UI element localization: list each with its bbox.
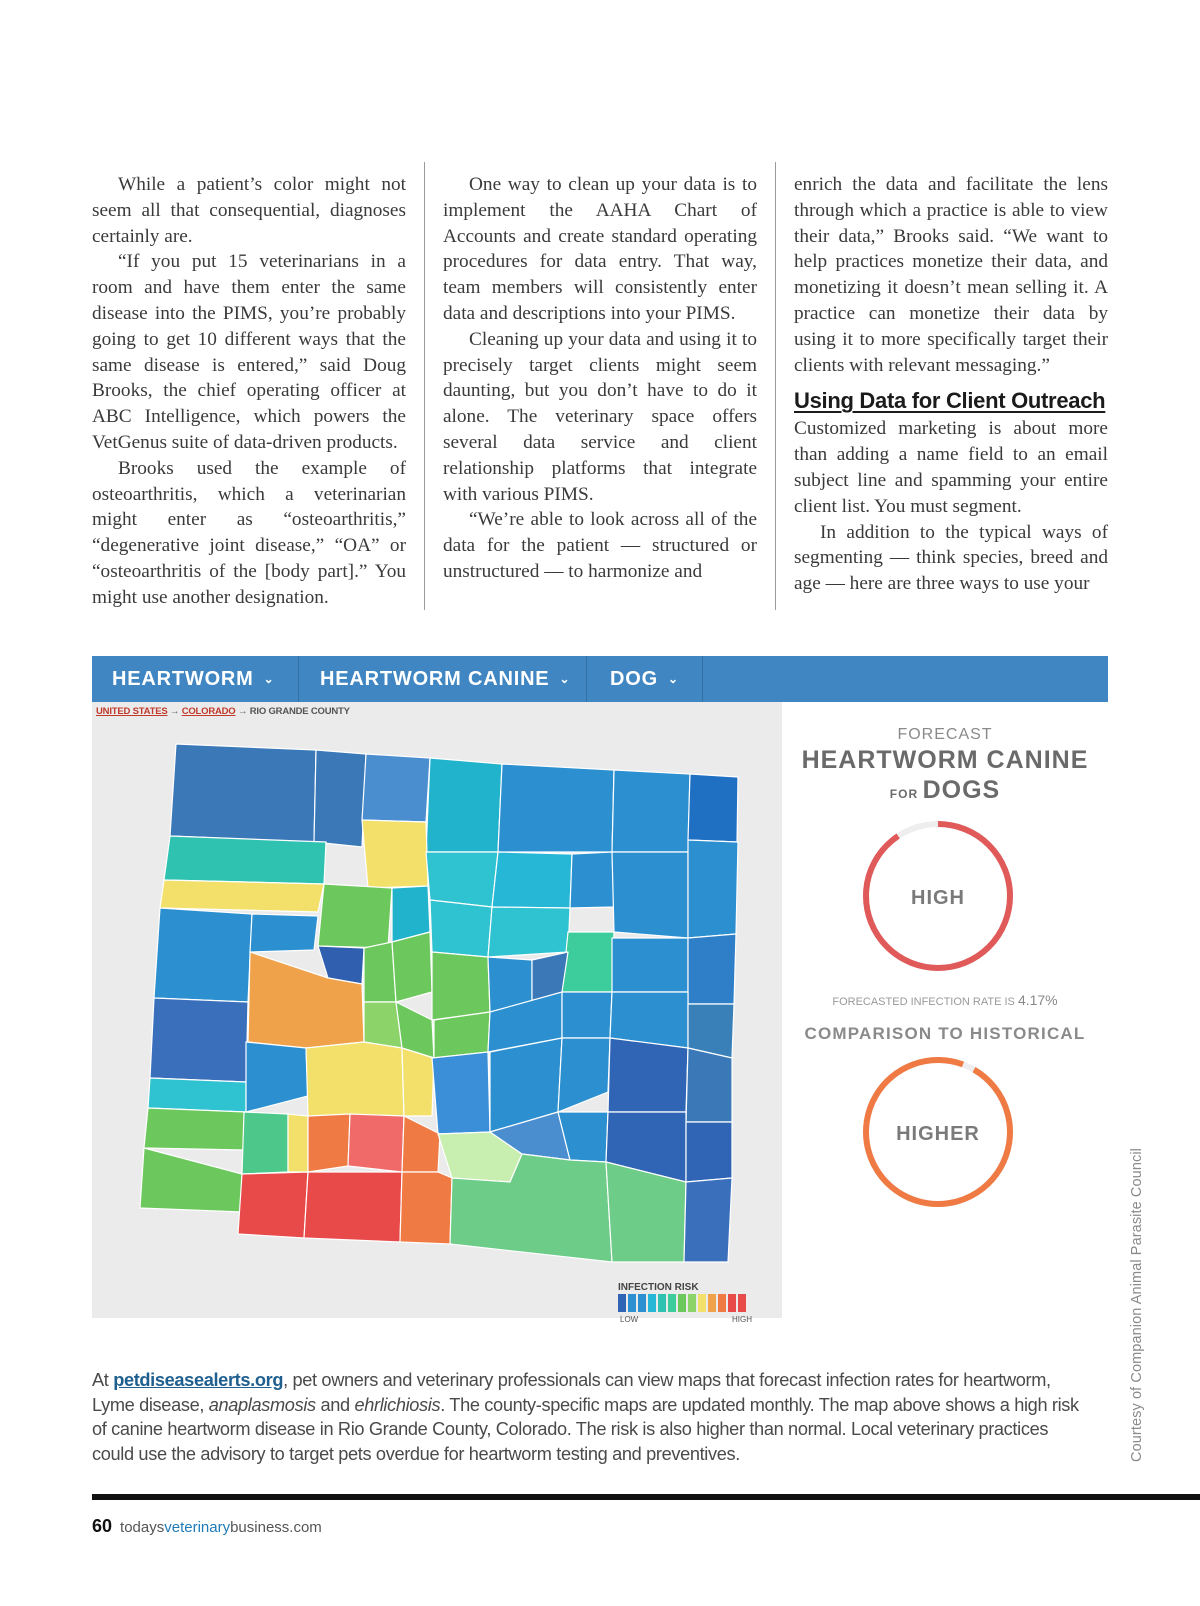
county <box>154 908 252 1002</box>
site-prefix: todays <box>120 1519 165 1536</box>
county <box>288 1114 308 1172</box>
filter-bar <box>92 656 1108 702</box>
tab-separator <box>702 656 703 702</box>
county <box>488 907 570 957</box>
figure-caption <box>92 1368 1092 1466</box>
county <box>684 1178 732 1262</box>
paragraph: Cleaning up your data and using it to precisely target clients might seem daunting, but you don’t have to do it alone. The veterinary space offers several data service and client relationship platforms that integrate with various PIMS. <box>443 328 757 505</box>
caption-link[interactable]: petdiseasealerts.org <box>113 1370 284 1390</box>
comparison-level: HIGHER <box>896 1123 980 1145</box>
county <box>434 1012 490 1058</box>
caption-italic: anaplasmosis <box>208 1394 316 1415</box>
county <box>160 880 324 912</box>
for-word: FOR <box>889 787 919 801</box>
tab-label: HEARTWORM <box>112 668 254 690</box>
paragraph: One way to clean up your data is to implement the AAHA Chart of Accounts and create standard operating procedures for data entry. That way, team members will consistently enter data and descriptions into your PIMS. <box>443 174 757 324</box>
article-column-2 <box>443 172 757 585</box>
tab-heartworm-canine[interactable] <box>320 656 570 702</box>
county <box>426 758 502 852</box>
colorado-county-map <box>92 702 782 1324</box>
forecast-title: HEARTWORM CANINE <box>801 746 1089 774</box>
section-heading: Using Data for Client Outreach <box>794 388 1106 414</box>
county <box>612 852 688 938</box>
arrow-icon: → <box>237 706 248 717</box>
county <box>562 992 612 1038</box>
caption-italic: ehrlichiosis <box>354 1394 441 1415</box>
county <box>570 852 614 908</box>
county <box>308 1114 350 1172</box>
forecast-panel <box>782 702 1108 1318</box>
county <box>612 770 690 852</box>
county <box>150 998 248 1082</box>
county <box>432 952 490 1020</box>
paragraph: “We’re able to look across all of the data for the patient — structured or unstructured — to harmonize and <box>443 509 757 582</box>
paragraph: In addition to the typical ways of segmenting — think species, breed and age — here are three ways to use your <box>794 521 1108 595</box>
forecast-species-line <box>782 776 1108 805</box>
county <box>170 744 316 842</box>
legend-low: LOW <box>620 1315 639 1324</box>
forecast-label: FORECAST <box>897 726 993 743</box>
tab-dog[interactable] <box>610 656 679 702</box>
map-panel <box>92 702 782 1324</box>
breadcrumb-link[interactable]: UNITED STATES <box>96 706 168 717</box>
paragraph: “If you put 15 veterinarians in a room and have them enter the same disease into the PIMS, you’re probably going to get 10 different ways that the same disease is entered,” said Doug Brooks, the chief operating officer at ABC Intelligence, which powers the VetGenus suite of data-driven products. <box>92 251 406 453</box>
county <box>318 884 392 948</box>
forecast-figure <box>92 656 1108 1324</box>
county <box>688 934 736 1004</box>
county <box>686 1122 732 1182</box>
county <box>364 942 396 1002</box>
image-credit: Courtesy of Companion Animal Parasite Council <box>1129 1148 1145 1462</box>
comparison-gauge <box>782 1054 1108 1214</box>
comparison-label: COMPARISON TO HISTORICAL <box>804 1024 1086 1043</box>
infection-rate-text: FORECASTED INFECTION RATE IS <box>832 996 1015 1008</box>
county <box>238 1172 308 1238</box>
paragraph: Brooks used the example of osteoarthritis, which a veterinarian might enter as “osteoarthritis,” “degenerative joint disease,” “OA” or “osteoarthritis of the [body part].” You might use another designation. <box>92 457 406 608</box>
column-divider <box>424 162 425 610</box>
paragraph: Customized marketing is about more than adding a name field to an email subject line and spamming your entire client list. You must segment. <box>794 418 1108 517</box>
county <box>242 1112 288 1174</box>
caption-text: At <box>92 1370 114 1390</box>
column-divider <box>775 162 776 610</box>
chevron-down-icon: ⌄ <box>667 672 679 686</box>
county <box>140 1148 242 1212</box>
tab-label: HEARTWORM CANINE <box>320 668 550 690</box>
infection-rate-line <box>782 992 1108 1008</box>
county <box>432 1052 490 1134</box>
caption-text: and <box>315 1394 355 1415</box>
caption-text: , pet owners and veterinary professionals can view maps that forecast infection rates for heartworm, Lyme disease, <box>92 1370 1051 1415</box>
site-suffix: business.com <box>230 1519 322 1536</box>
county <box>686 1048 732 1122</box>
county <box>246 1042 308 1112</box>
paragraph: enrich the data and facilitate the lens through which a practice is able to view their data,” Brooks said. “We want to help practices monetize their data, and monetizing it doesn’t mean selling it. A practice can monetize their data by using it to more specifically target their clients with relevant messaging.” <box>794 174 1108 376</box>
tab-separator <box>586 656 587 702</box>
article-columns <box>92 172 1110 608</box>
breadcrumb-current: RIO GRANDE COUNTY <box>249 706 350 717</box>
tab-separator <box>298 656 299 702</box>
county <box>348 1114 404 1172</box>
chevron-down-icon: ⌄ <box>263 672 275 686</box>
county <box>688 840 738 938</box>
county <box>250 914 318 952</box>
legend-high: HIGH <box>732 1315 752 1324</box>
page-footer <box>92 1516 322 1537</box>
county <box>148 1078 246 1112</box>
tab-heartworm[interactable] <box>112 656 274 702</box>
tab-label: DOG <box>610 668 658 690</box>
breadcrumb-link[interactable]: COLORADO <box>181 706 236 717</box>
county <box>400 1172 452 1244</box>
risk-gauge <box>782 820 1108 970</box>
county <box>492 852 572 908</box>
paragraph: While a patient’s color might not seem all that consequential, diagnoses certainly are. <box>92 174 406 247</box>
county <box>144 1108 246 1150</box>
arrow-icon: → <box>169 706 180 717</box>
county <box>164 836 326 884</box>
county <box>362 820 428 888</box>
species: DOGS <box>922 776 1001 804</box>
risk-level: HIGH <box>911 887 965 909</box>
county <box>562 932 614 992</box>
county <box>608 1038 688 1112</box>
county <box>306 1042 404 1116</box>
county <box>430 900 492 957</box>
county <box>612 938 688 992</box>
chevron-down-icon: ⌄ <box>559 672 571 686</box>
county <box>402 1048 434 1116</box>
county <box>304 1172 402 1242</box>
article-column-3 <box>794 172 1108 597</box>
county <box>688 774 738 842</box>
county <box>558 1038 610 1112</box>
page-number: 60 <box>92 1516 113 1536</box>
site-accent: veterinary <box>164 1519 231 1536</box>
article-column-1 <box>92 172 406 611</box>
county <box>392 932 432 1002</box>
legend-color-scale <box>618 1294 746 1312</box>
county <box>314 750 366 847</box>
county <box>426 852 498 907</box>
caption-text: . The county-specific maps are updated monthly. The map above shows a high risk of canine heartworm disease in Rio Grande County, Colorado. The risk is also higher than normal. Local veterinary practices could use the advisory to target pets overdue for heartworm testing and preventives. <box>92 1394 1079 1464</box>
footer-rule <box>92 1494 1200 1500</box>
legend-title: INFECTION RISK <box>618 1282 699 1293</box>
county <box>402 1116 440 1172</box>
county <box>498 764 614 852</box>
infection-rate-value: 4.17% <box>1017 992 1058 1008</box>
county <box>362 754 430 822</box>
